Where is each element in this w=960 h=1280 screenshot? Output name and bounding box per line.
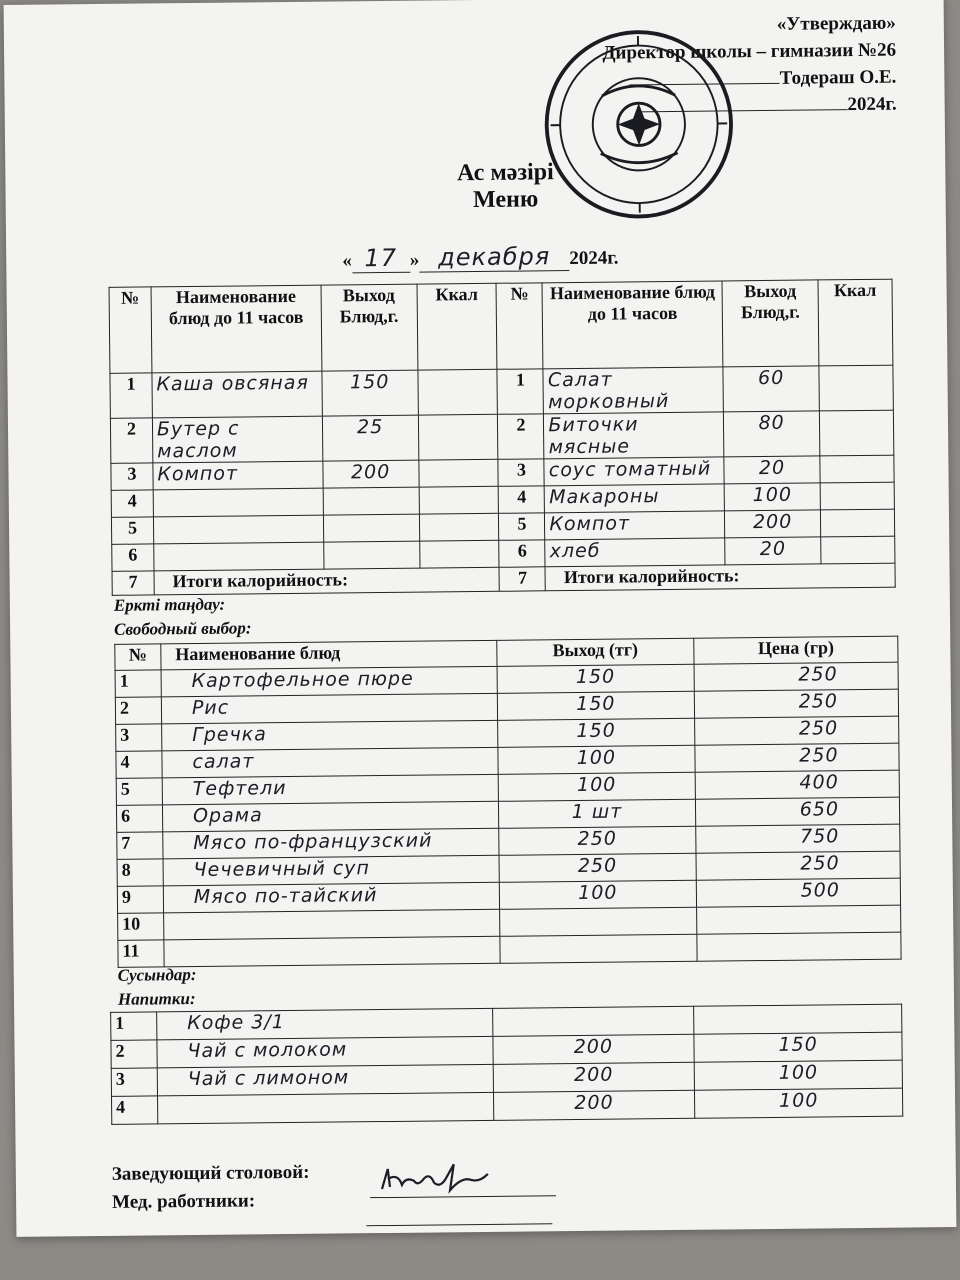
dish-name: Орама [162, 801, 498, 832]
dish-name: Бутер с маслом [152, 416, 322, 463]
dish-output: 100 [497, 745, 695, 774]
dish-kcal [821, 536, 895, 564]
row-number: 5 [111, 517, 153, 544]
dish-name: Мясо по-тайский [163, 882, 499, 913]
dish-name: хлеб [545, 538, 725, 567]
menu-sheet [4, 0, 957, 1237]
drinks-label-ru: Напитки: [117, 988, 196, 1009]
dish-output: 150 [497, 718, 695, 747]
total-label: Итоги калорийность: [154, 567, 500, 595]
dish-name: Гречка [162, 720, 498, 751]
dish-name: Макароны [545, 484, 725, 513]
drink-name [157, 1092, 493, 1124]
dish-output [323, 541, 419, 569]
menu-row [110, 365, 893, 418]
free-choice-table [114, 636, 901, 968]
row-number: 7 [117, 832, 163, 859]
date-year: 2024г. [569, 247, 619, 270]
drink-price: 100 [694, 1060, 902, 1090]
dish-name: Биточки мясные [544, 412, 724, 459]
dish-name: Мясо по-французский [163, 828, 499, 859]
dish-name: Рис [161, 693, 497, 724]
dish-price: 400 [695, 770, 899, 799]
drink-name: Кофе 3/1 [157, 1008, 493, 1040]
dish-output: 20 [724, 456, 820, 484]
dish-output [499, 907, 697, 936]
dish-output: 80 [724, 411, 820, 457]
free-choice-label-kz: Еркті таңдау: [113, 594, 226, 615]
dish-price: 250 [695, 689, 899, 718]
dish-name [154, 542, 324, 571]
dish-output: 100 [498, 772, 696, 801]
dish-price [697, 905, 901, 934]
director-line: Директор школы – гимназии №26 [602, 39, 897, 64]
dish-price: 650 [696, 797, 900, 826]
col-header: Выход Блюд,г. [722, 280, 819, 367]
col-header: Цена (гр) [694, 636, 898, 664]
row-number: 2 [498, 414, 544, 459]
dish-name: Компот [545, 511, 725, 540]
dish-name: Компот [153, 461, 323, 490]
col-header: Наименование блюд до 11 часов [542, 281, 723, 369]
row-number: 2 [110, 418, 152, 463]
dish-kcal [819, 410, 893, 456]
director-name: Тодераш О.Е. [603, 64, 897, 94]
drink-output: 200 [493, 1090, 695, 1120]
col-header: Ккал [818, 279, 893, 366]
dish-price: 750 [696, 824, 900, 853]
dish-output [499, 934, 697, 963]
dish-price: 250 [695, 716, 899, 745]
dish-name [164, 936, 500, 967]
drink-name: Чай с лимоном [157, 1064, 493, 1096]
col-header: Выход (тг) [496, 638, 694, 666]
row-number: 6 [112, 544, 154, 571]
row-number: 10 [118, 913, 164, 940]
dish-output: 200 [323, 460, 419, 488]
date-month: декабря [419, 242, 569, 273]
drink-price: 150 [694, 1032, 902, 1062]
dish-kcal [419, 486, 499, 514]
row-number: 8 [117, 859, 163, 886]
title-kz: Ас мәзірі [456, 159, 554, 187]
row-number: 3 [111, 463, 153, 490]
dish-name: Тефтели [162, 774, 498, 805]
dish-kcal [820, 482, 894, 510]
dish-name [153, 515, 323, 544]
dish-output [323, 514, 419, 542]
manager-label: Заведующий столовой: [111, 1161, 310, 1185]
menu-row [110, 410, 893, 463]
col-header: № [497, 283, 544, 369]
main-menu-table [109, 279, 896, 596]
dish-name [153, 488, 323, 517]
dish-name: Чечевичный суп [163, 855, 499, 886]
manager-signature-icon [376, 1158, 496, 1199]
drink-output [492, 1006, 694, 1036]
dish-output: 1 шт [498, 799, 696, 828]
dish-output: 200 [725, 510, 821, 538]
dish-output: 150 [497, 664, 695, 693]
row-number: 1 [497, 369, 543, 414]
drink-output: 200 [493, 1062, 695, 1092]
medic-signature-line [366, 1223, 552, 1226]
dish-price [697, 932, 901, 961]
dish-output: 100 [724, 483, 820, 511]
dish-price: 250 [694, 662, 898, 691]
row-number: 1 [111, 1012, 157, 1040]
dish-price: 250 [695, 743, 899, 772]
row-number: 4 [112, 1096, 158, 1124]
row-number: 6 [116, 805, 162, 832]
row-number: 3 [498, 459, 544, 486]
dish-output: 150 [497, 691, 695, 720]
free-choice-label-ru: Свободный выбор: [114, 618, 252, 639]
dish-output: 25 [322, 415, 418, 461]
row-number: 1 [115, 670, 161, 697]
dish-name: салат [162, 747, 498, 778]
dish-output [323, 487, 419, 515]
drinks-label-kz: Сусындар: [117, 964, 197, 985]
row-number: 6 [499, 540, 545, 567]
col-header: Ккал [417, 283, 498, 370]
row-number: 3 [116, 724, 162, 751]
row-number: 3 [111, 1068, 157, 1096]
row-number: 4 [499, 486, 545, 513]
dish-kcal [419, 513, 499, 541]
approve-year: 2024г. [603, 91, 897, 121]
dish-kcal [820, 455, 894, 483]
row-number: 2 [115, 697, 161, 724]
dish-output: 150 [322, 370, 418, 416]
row-number: 4 [111, 490, 153, 517]
approve-label: «Утверждаю» [776, 12, 896, 35]
col-header: Наименование блюд до 11 часов [151, 285, 322, 373]
dish-output: 60 [723, 366, 819, 412]
medic-label: Мед. работники: [112, 1190, 256, 1213]
dish-kcal [820, 509, 894, 537]
drink-price: 100 [695, 1088, 903, 1118]
date-day: 17 [352, 244, 410, 274]
dish-output: 250 [498, 826, 696, 855]
dish-kcal [819, 365, 893, 411]
menu-date: « 17 » декабря 2024г. [342, 242, 619, 273]
dish-name: соус томатный [544, 457, 724, 486]
dish-kcal [418, 414, 498, 460]
dish-price: 500 [696, 878, 900, 907]
drink-output: 200 [492, 1034, 694, 1064]
dish-name: Каша овсяная [152, 371, 322, 418]
page-title [405, 159, 606, 215]
menu-total-row: 7 Итоги калорийность: 7 Итоги калорийность: [112, 563, 895, 595]
row-number: 2 [111, 1040, 157, 1068]
dish-name: Картофельное пюре [161, 666, 497, 697]
row-number: 4 [116, 751, 162, 778]
dish-output: 250 [499, 853, 697, 882]
dish-name: Салат морковный [543, 367, 723, 414]
row-number: 11 [118, 940, 164, 967]
dish-kcal [418, 459, 498, 487]
total-label: Итоги калорийность: [545, 563, 895, 591]
row-number: 1 [110, 373, 152, 418]
dish-price: 250 [696, 851, 900, 880]
drink-name: Чай с молоком [157, 1036, 493, 1068]
drink-price [694, 1004, 902, 1034]
row-number: 9 [117, 886, 163, 913]
drinks-table [110, 1004, 903, 1125]
dish-name [164, 909, 500, 940]
menu-header-row [109, 279, 893, 373]
dish-output: 20 [725, 537, 821, 565]
col-header: № [109, 287, 152, 373]
col-header: Выход Блюд,г. [321, 284, 418, 371]
row-number: 5 [116, 778, 162, 805]
col-header: Наименование блюд [161, 640, 497, 670]
dish-kcal [418, 369, 498, 415]
dish-kcal [419, 540, 499, 568]
dish-output: 100 [499, 880, 697, 909]
col-header: № [115, 644, 161, 670]
title-ru: Меню [472, 186, 539, 214]
row-number: 5 [499, 513, 545, 540]
